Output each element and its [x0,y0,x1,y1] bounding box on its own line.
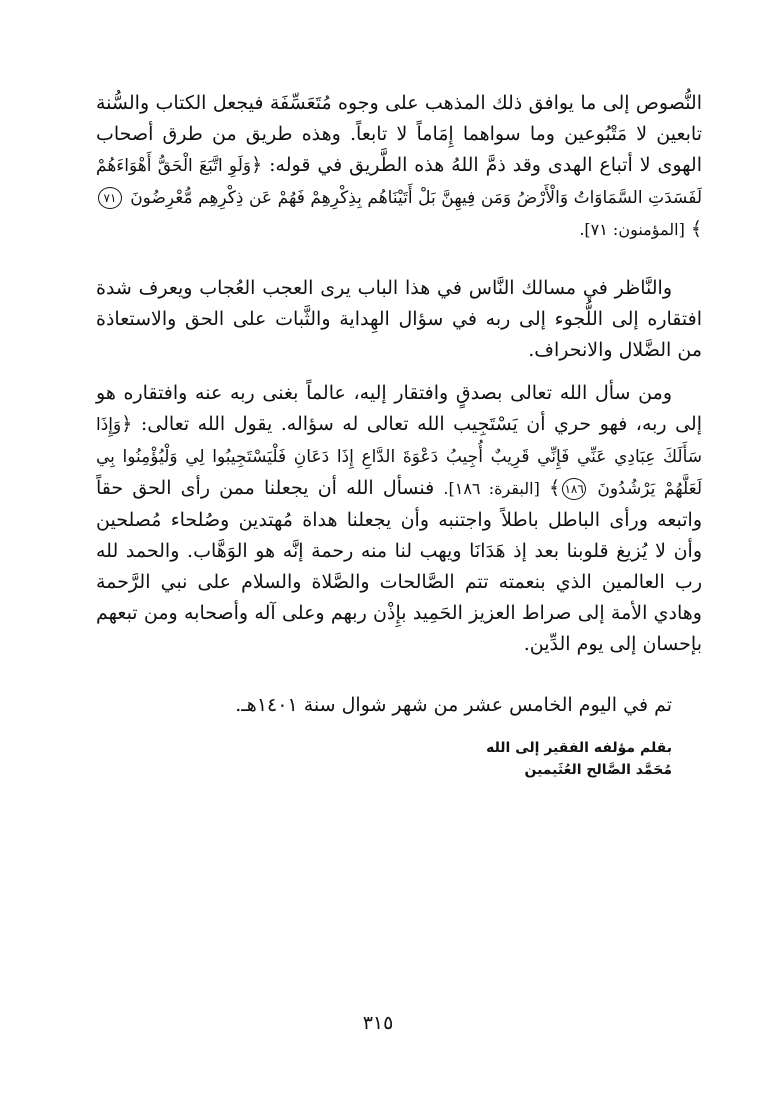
author-signature [96,737,672,781]
paragraph-3-conclusion: فنسأل الله أن يجعلنا ممن رأى الحق حقاً واتبعه ورأى الباطل باطلاً واجتنبه وأن يجعلنا هداة مُهتدين وصُلحاء مُصلحين وأن لا يُزيغ قلوبنا بعد إذ هَدَانَا ويهب لنا منه رحمة إنَّه هو الوَهَّاب. والحمد لله رب العالمين الذي بنعمته تتم الصَّالحات والصَّلاة والسلام على نبي الرَّحمة وهادي الأمة إلى صراط العزيز الحَمِيد بإِذْن ربهم وعلى آله وأصحابه ومن تبعهم بإحسان إلى يوم الدِّين. [96,477,702,655]
quran-bracket-open: ﴿ [251,154,263,176]
paragraph-1 [96,88,702,245]
page-number: ٣١٥ [362,1012,394,1034]
quran-bracket-close: ﴾ [549,477,561,499]
verse-reference: [المؤمنون: ٧١]. [579,220,685,239]
quran-verse-al-muminun: وَلَوِ اتَّبَعَ الْحَقُّ أَهْوَاءَهُمْ لَفَسَدَتِ السَّمَاوَاتُ وَالْأَرْضُ وَمَن فِيهِنَّ بَلْ أَتَيْنَاهُم بِذِكْرِهِمْ فَهُمْ عَن ذِكْرِهِم مُّعْرِضُونَ [96,156,702,208]
verse-number-marker: ١٨٦ [562,478,586,500]
signature-line-2: مُحَمَّد الصَّالح العُثَيمين [524,762,672,778]
paragraph-3-intro: ومن سأل الله تعالى بصدقٍ وافتقار إليه، عالماً بغنى ربه عنه وافتقاره هو إلى ربه، فهو حري أن يَسْتَجِيب الله تعالى له سؤاله. يقول الله تعالى: [96,382,702,435]
paragraph-3 [96,378,702,660]
quran-bracket-close: ﴾ [690,218,702,240]
paragraph-1-intro: النُّصوص إلى ما يوافق ذلك المذهب على وجوه مُتَعَسِّفَة فيجعل الكتاب والسُّنة تابعين لا مَتْبُوعين وما سواهما إِمَاماً لا تابعاً. وهذه طريق من طرق أصحاب الهوى لا أتباع الهدى وقد ذمَّ اللهُ هذه الطَّريق في قوله: [96,92,702,176]
paragraph-2 [96,273,702,366]
paragraph-2-text: والنَّاظر في مسالك النَّاس في هذا الباب يرى العجب العُجاب ويعرف شدة افتقاره إلى اللُّجوء إلى ربه في سؤال الهِداية والثَّبات على الحق والاستعاذة من الضَّلال والانحراف. [96,277,702,361]
verse-reference: [البقرة: ١٨٦]. [443,479,540,498]
closing-date-line: تم في اليوم الخامس عشر من شهر شوال سنة ١٤٠١هـ. [235,694,672,716]
quran-verse-al-baqarah: وَإِذَا سَأَلَكَ عِبَادِي عَنِّي فَإِنِّي قَرِيبٌ أُجِيبُ دَعْوَةَ الدَّاعِ إِذَا دَعَانِ فَلْيَسْتَجِيبُوا لِي وَلْيُؤْمِنُوا بِي لَعَلَّهُمْ يَرْشُدُونَ [96,415,703,499]
signature-line-1: بقلم مؤلفه الفقير إلى الله [486,740,672,756]
verse-number-marker: ٧١ [98,187,122,209]
quran-bracket-open: ﴿ [121,413,133,435]
